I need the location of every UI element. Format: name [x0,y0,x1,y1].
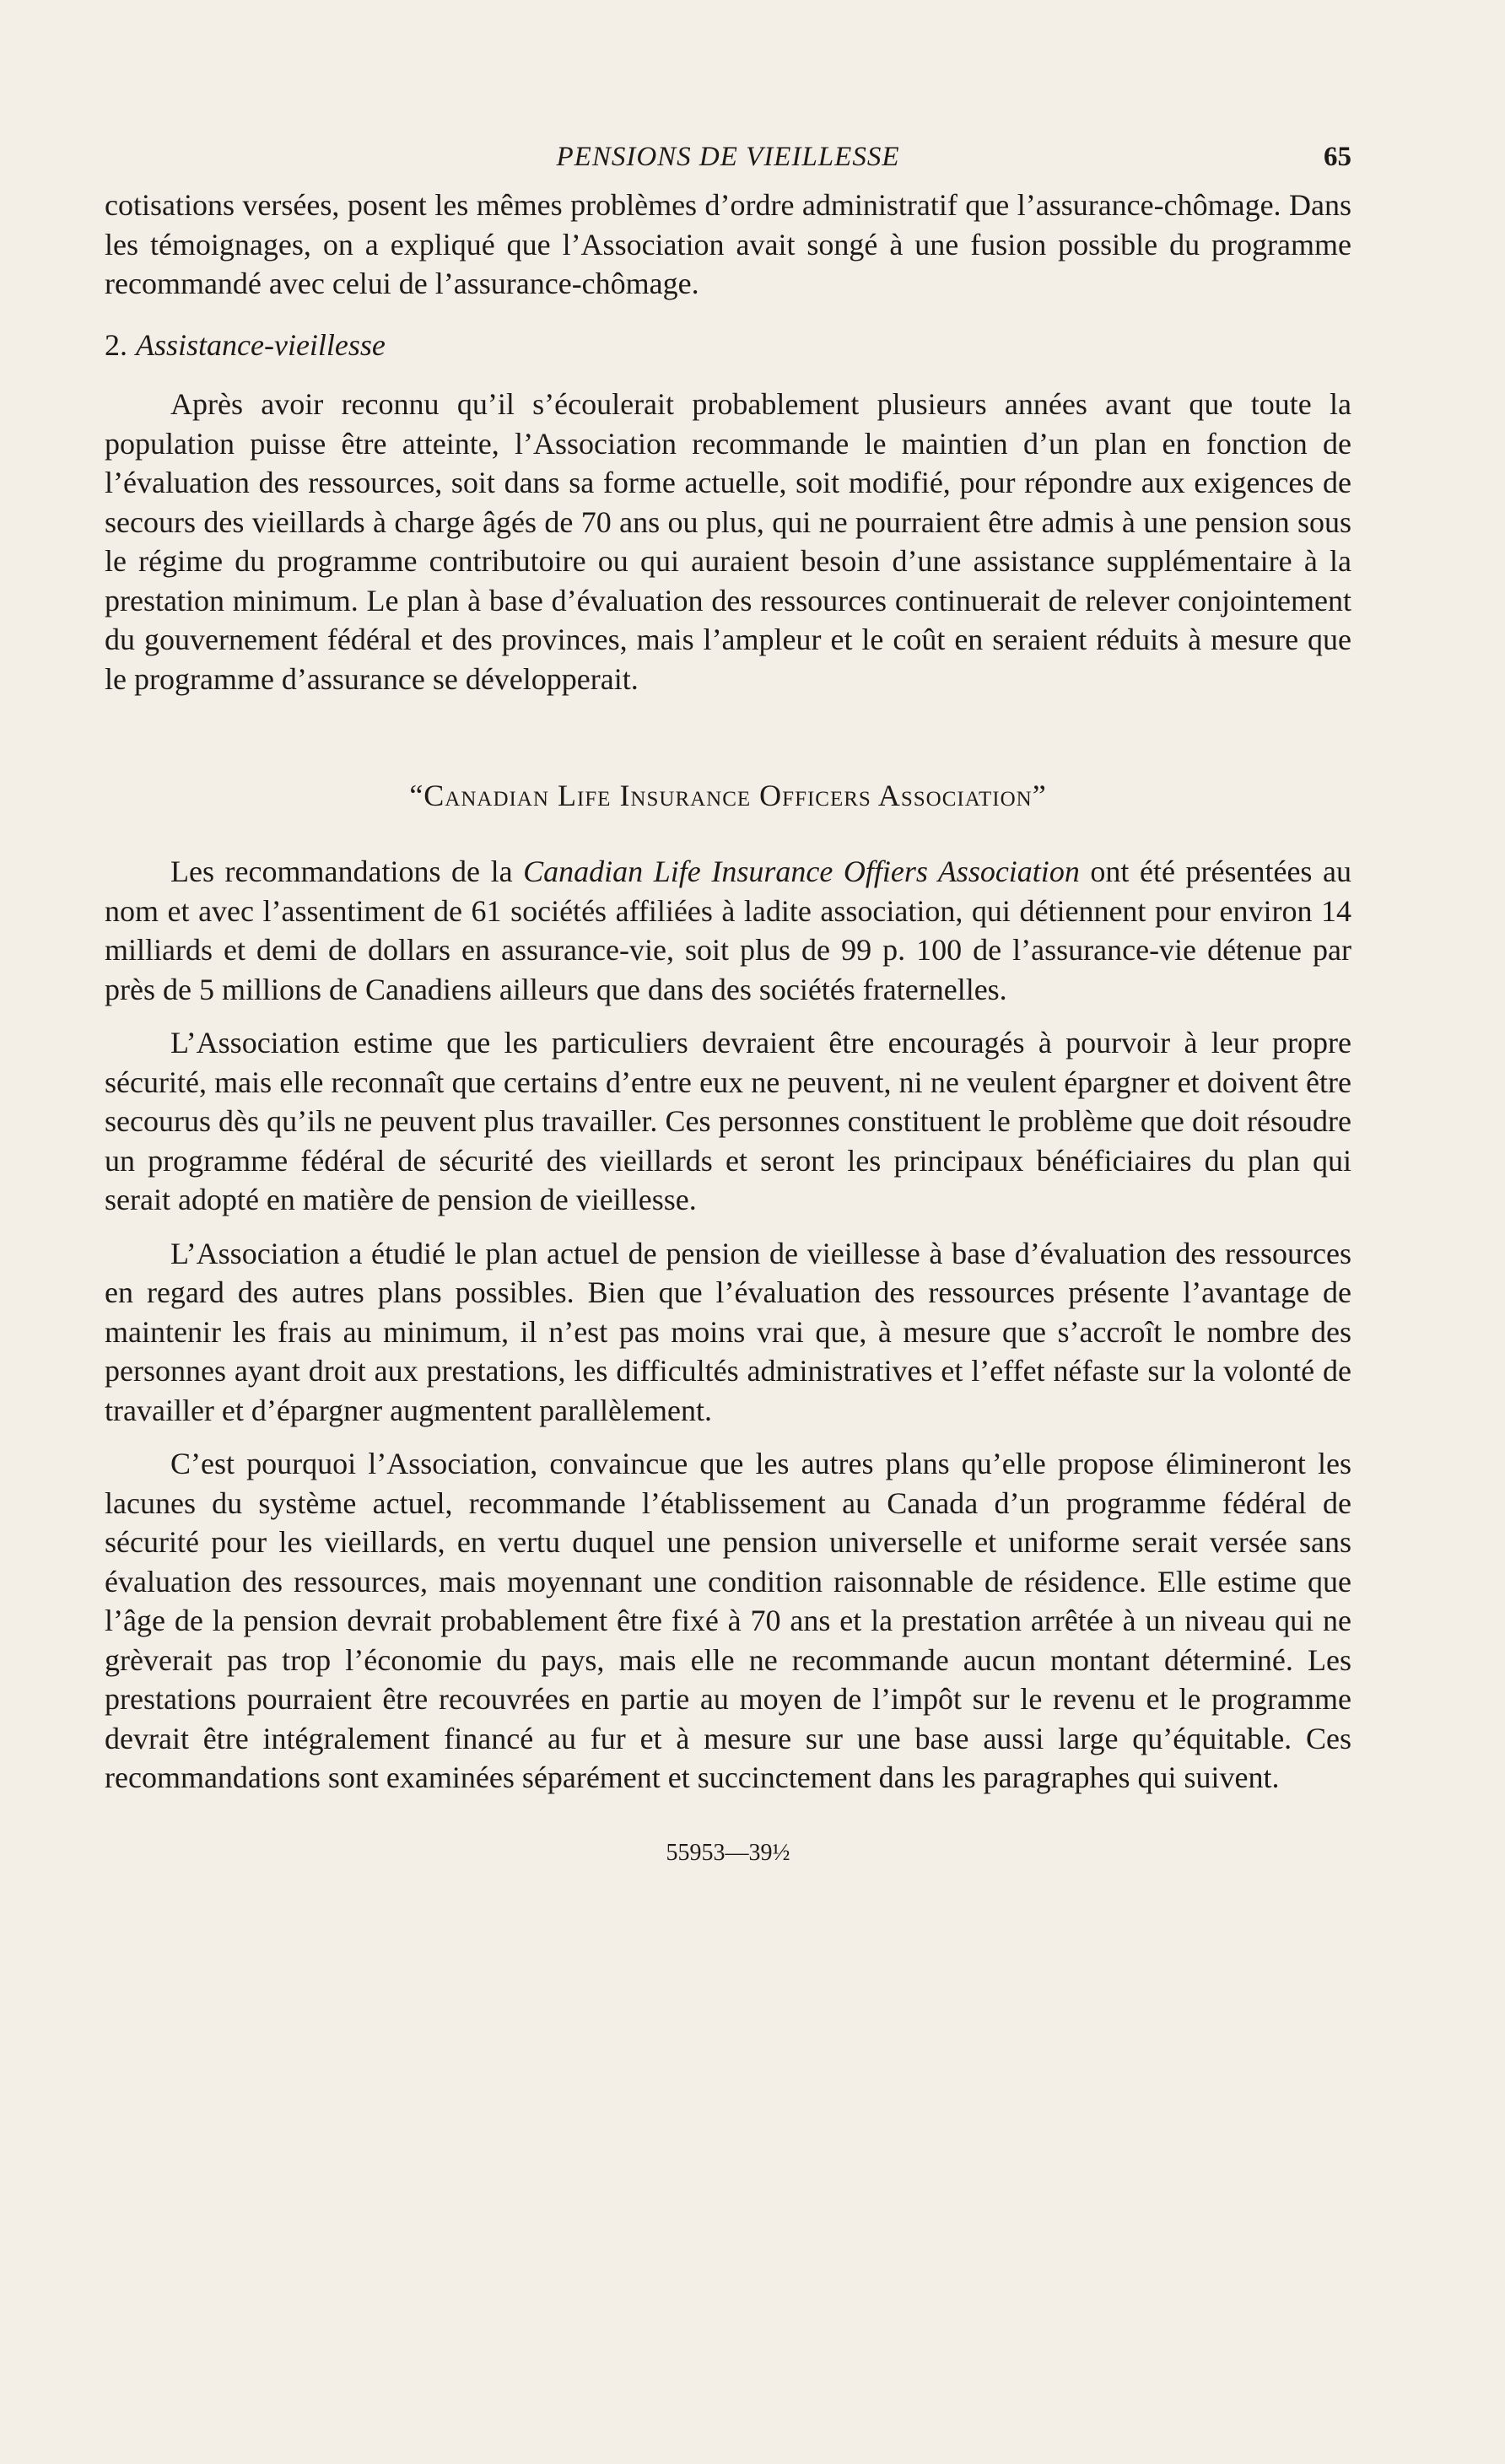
printer-signature: 55953—39½ [666,1839,790,1866]
subsection-paragraph: Après avoir reconnu qu’il s’écoulerait probablement plusieurs années avant que toute la population puisse être atteinte, l’Association recommande le maintien d’un plan en fonction de l’évaluation des ressources, soit dans sa forme actuelle, soit modifié, pour répondre aux exigences de secours des vieillards à charge âgés de 70 ans ou plus, qui ne pourraient être admis à une pension sous le régime du programme contributoire ou qui auraient besoin d’une assistance supplémentaire à la prestation minimum. Le plan à base d’évaluation des ressources continuerait de relever conjointement du gouvernement fédéral et des provinces, mais l’ampleur et le coût en seraient réduits à mesure que le programme d’assurance se développerait. [105,387,1351,696]
document-page [105,135,1351,1867]
subsection-heading [105,326,1351,365]
section-paragraph-1 [105,852,1351,1009]
running-title: PENSIONS DE VIEILLESSE [556,142,900,172]
intro-paragraph: cotisations versées, posent les mêmes problèmes d’ordre administratif que l’assurance-chômage. Dans les témoignages, on a expliqué que l’Association avait songé à une fusion possible du programme recommandé avec celui de l’assurance-chômage. [105,188,1351,300]
section-paragraph-4: C’est pourquoi l’Association, convaincue que les autres plans qu’elle propose élimineront les lacunes du système actuel, recommande l’établissement au Canada d’un programme fédéral de sécurité pour les vieillards, en vertu duquel une pension universelle et uniforme serait versée sans évaluation des ressources, mais moyennant une condition raisonnable de résidence. Elle estime que l’âge de la pension devrait probablement être fixé à 70 ans et la prestation arrêtée à un niveau qui ne grèverait pas trop l’économie du pays, mais elle ne recommande aucun montant déterminé. Les prestations pourraient être recouvrées en partie au moyen de l’impôt sur le revenu et le programme devrait être intégralement financé au fur et à mesure sur une base aussi large qu’équitable. Ces recommandations sont examinées séparément et succinctement dans les paragraphes qui suivent. [105,1447,1351,1794]
paragraph-rest: ont été présentées au nom et avec l’assentiment de 61 sociétés affiliées à ladite association, qui détiennent pour environ 14 milliards et demi de dollars en assurance-vie, soit plus de 99 p. 100 de l’assurance-vie détenue par près de 5 millions de Canadiens ailleurs que dans des sociétés fraternelles. [105,855,1351,1006]
paragraph-lead: Les recommandations de la [170,855,524,888]
subsection-number: 2. [105,327,127,362]
section-paragraph-2: L’Association estime que les particuliers devraient être encouragés à pourvoir à leur propre sécurité, mais elle reconnaît que certains d’entre eux ne peuvent, ni ne veulent épargner et doivent être secourus dès qu’ils ne peuvent plus travailler. Ces personnes constituent le problème que doit résoudre un programme fédéral de sécurité des vieillards et seront les principaux bénéficiaires du plan qui serait adopté en matière de pension de vieillesse. [105,1026,1351,1216]
section-title: “Canadian Life Insurance Officers Association” [409,779,1047,812]
running-header [105,135,1351,186]
page-number: 65 [1324,142,1351,172]
subsection-title: Assistance-vieillesse [136,327,386,362]
association-name: Canadian Life Insurance Offiers Association [523,855,1080,888]
section-paragraph-3: L’Association a étudié le plan actuel de pension de vieillesse à base d’évaluation des ressources en regard des autres plans possibles. Bien que l’évaluation des ressources présente l’avantage de maintenir les frais au minimum, il n’est pas moins vrai que, à mesure que s’accroît le nombre des personnes ayant droit aux prestations, les difficultés administratives et l’effet néfaste sur la volonté de travailler et d’épargner augmentent parallèlement. [105,1236,1351,1427]
